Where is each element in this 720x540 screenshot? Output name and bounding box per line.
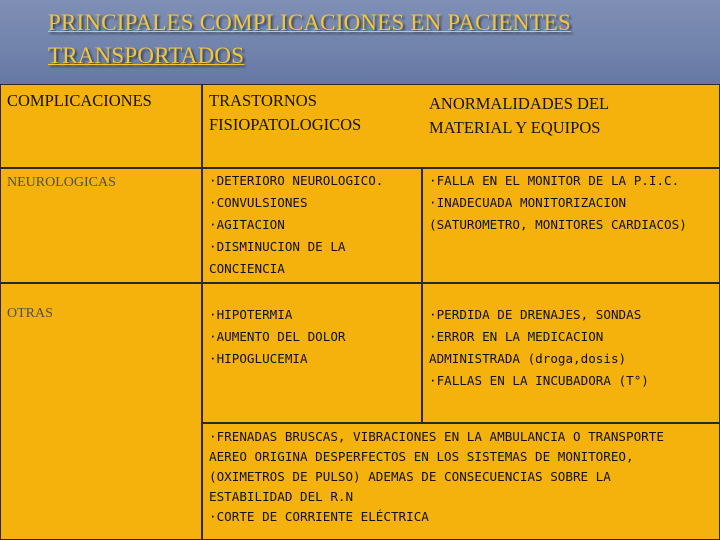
row-label-neurologicas: NEUROLOGICAS (7, 175, 116, 190)
header-complicaciones: COMPLICACIONES (7, 91, 152, 110)
anormalidades-cell-neurologicas (422, 168, 720, 283)
trastornos-cell-otras (202, 283, 422, 423)
bottom-note: ·FRENADAS BRUSCAS, VIBRACIONES EN LA AMBULANCIA O TRANSPORTE AEREO ORIGINA DESPERFECTOS EN LOS SISTEMAS DE MONITOREO, (OXIMETROS DE PULSO) ADEMAS DE CONSECUENCIAS SOBRE LA ESTABILIDAD DEL R.N ·CORTE DE CORRIENTE ELÉCTRICA (209, 429, 664, 524)
bottom-note-cell (202, 423, 720, 540)
row-label-otras: OTRAS (7, 306, 53, 321)
trastornos-list-otras: ·HIPOTERMIA ·AUMENTO DEL DOLOR ·HIPOGLUCEMIA (209, 307, 346, 366)
trastornos-list-neurologicas: ·DETERIORO NEUROLOGICO. ·CONVULSIONES ·AGITACION ·DISMINUCION DE LA CONCIENCIA (209, 173, 384, 276)
title-line-1: PRINCIPALES COMPLICACIONES EN PACIENTES (48, 10, 572, 35)
anormalidades-cell-otras (422, 283, 720, 423)
title-line-2: TRANSPORTADOS (48, 43, 245, 68)
header-right-cell (202, 84, 720, 168)
header-anormalidades: ANORMALIDADES DEL MATERIAL Y EQUIPOS (429, 94, 610, 137)
trastornos-cell-neurologicas (202, 168, 422, 283)
page-title (48, 6, 688, 72)
anormalidades-list-neurologicas: ·FALLA EN EL MONITOR DE LA P.I.C. ·INADECUADA MONITORIZACION (SATUROMETRO, MONITORES CARDIACOS) (429, 173, 687, 232)
header-complicaciones-cell (0, 84, 202, 168)
row-label-cell-otras (0, 283, 202, 540)
anormalidades-list-otras: ·PERDIDA DE DRENAJES, SONDAS ·ERROR EN LA MEDICACION ADMINISTRADA (droga,dosis) ·FALLAS EN LA INCUBADORA (T°) (429, 307, 649, 388)
row-label-cell-neurologicas (0, 168, 202, 283)
header-trastornos: TRASTORNOS FISIOPATOLOGICOS (209, 91, 362, 134)
